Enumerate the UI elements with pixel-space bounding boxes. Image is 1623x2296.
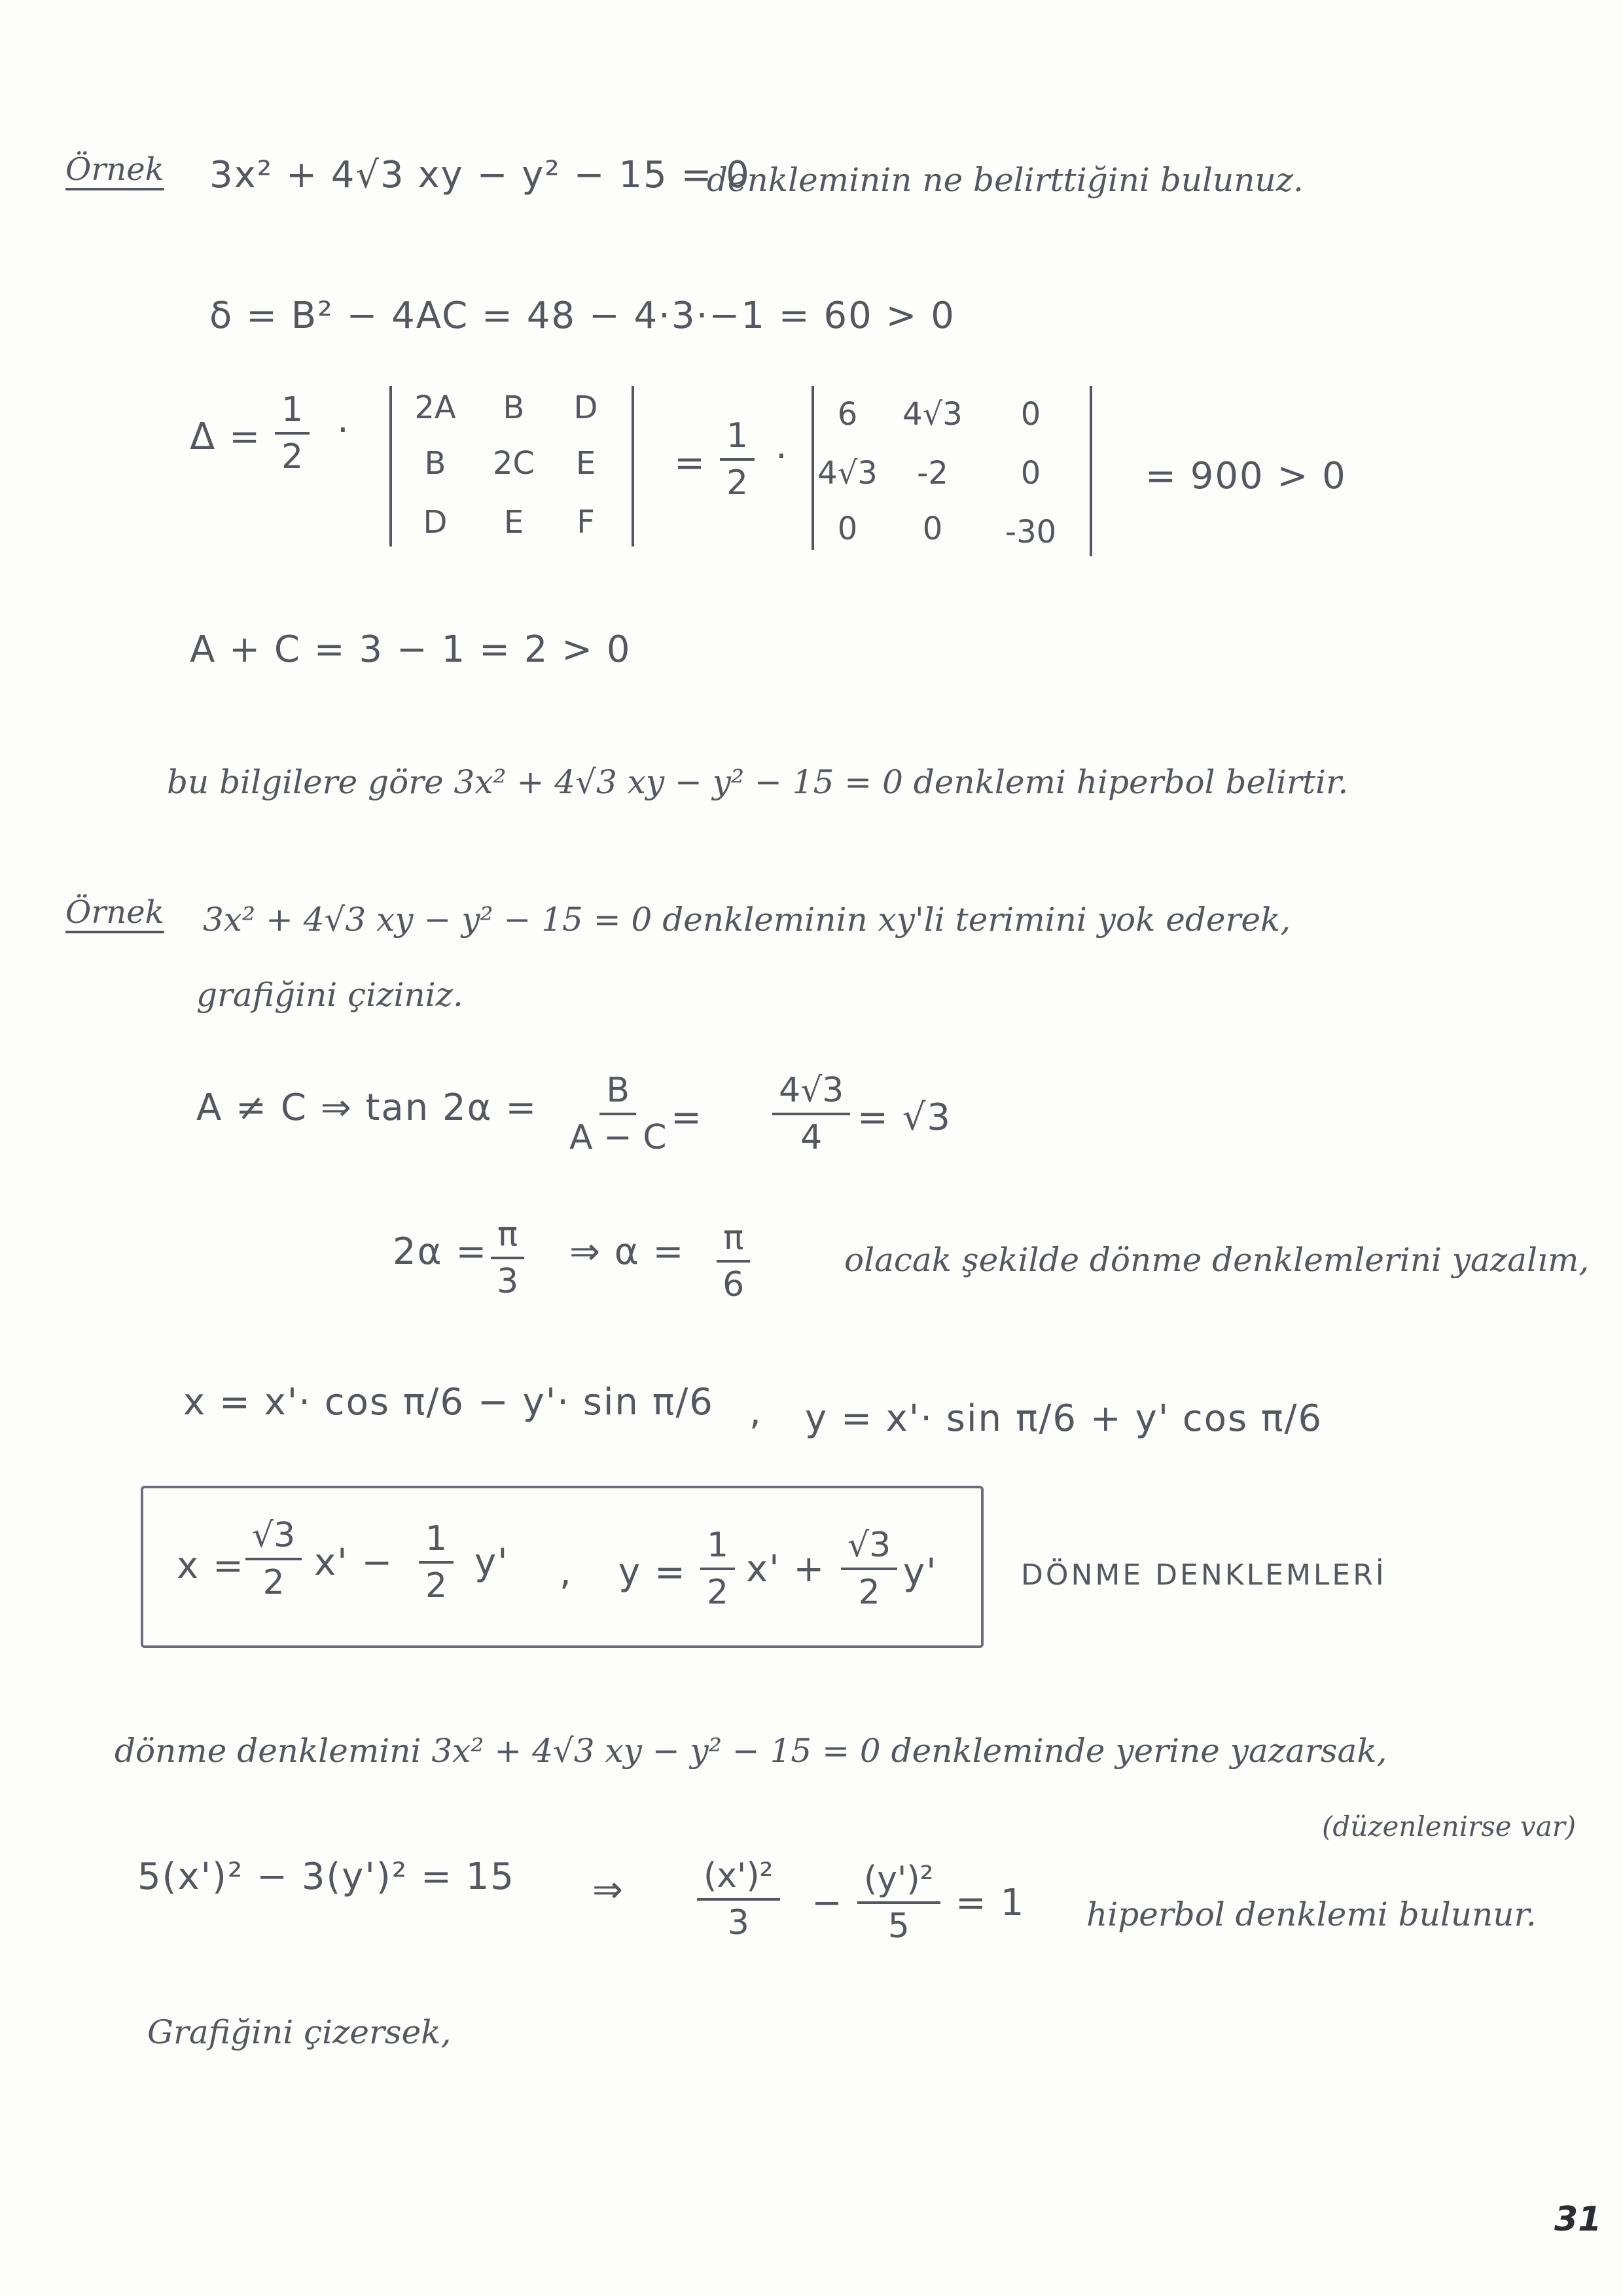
matrix1-left-bar <box>389 386 392 547</box>
matrix1-cell: B <box>424 445 446 482</box>
angle-lhs: 2α = <box>393 1230 488 1273</box>
boxed-x-fraction-1 <box>245 1518 302 1600</box>
example2-line2: grafiğini çiziniz. <box>196 976 463 1014</box>
matrix2-cell: 0 <box>1020 455 1041 492</box>
tan-fraction-2 <box>772 1073 850 1155</box>
page-number: 31 <box>1554 2200 1602 2239</box>
matrix1-cell: B <box>503 389 525 426</box>
equals-sign: = <box>674 442 706 484</box>
result-equals: = 1 <box>955 1882 1026 1924</box>
result-arrow: ⇒ <box>592 1869 624 1911</box>
matrix2-cell: -30 <box>1005 514 1057 550</box>
boxed-y-fraction-2 <box>841 1526 897 1612</box>
boxed-y-lhs: y = <box>618 1551 687 1594</box>
rotation-equations-label: DÖNME DENKLEMLERİ <box>1021 1558 1387 1592</box>
boxed-x-end: y' <box>474 1541 509 1584</box>
boxed-x-mid: x' − <box>314 1541 394 1584</box>
rotation-separator: , <box>749 1391 762 1433</box>
discriminant-line: δ = B² − 4AC = 48 − 4·3·−1 = 60 > 0 <box>209 295 955 337</box>
half-fraction <box>275 390 310 476</box>
angle-mid: ⇒ α = <box>569 1230 685 1273</box>
half-fraction-2 <box>720 416 755 503</box>
substitution-text: dönme denklemini 3x² + 4√3 xy − y² − 15 = 0 denkleminde yerine yazarsak, <box>115 1732 1387 1770</box>
fraction-numerator: 1 <box>700 1528 735 1570</box>
matrix2-cell: 0 <box>922 511 943 547</box>
example1-label: Örnek <box>65 151 164 188</box>
example1-instruction: denkleminin ne belirttiğini bulunuz. <box>707 161 1304 199</box>
boxed-y-end: y' <box>903 1551 938 1594</box>
matrix1-cell: E <box>503 504 524 541</box>
mult-dot: · <box>337 409 350 452</box>
graph-text: Grafiğini çizersek, <box>147 2013 452 2051</box>
matrix2-right-bar <box>1090 386 1092 556</box>
example1-equation: 3x² + 4√3 xy − y² − 15 = 0 <box>209 154 751 196</box>
angle-denominator-2: 6 <box>722 1265 745 1304</box>
tan-numerator-2: 4√3 <box>772 1073 850 1115</box>
rotation-x: x = x'· cos π/6 − y'· sin π/6 <box>183 1381 714 1424</box>
matrix1-cell: E <box>575 445 596 482</box>
matrix2-cell: 4√3 <box>817 455 878 492</box>
half-denominator: 2 <box>281 437 304 476</box>
tan-equals: = <box>671 1096 703 1139</box>
matrix1-cell: 2A <box>414 389 456 426</box>
fraction-denominator: 2 <box>425 1566 448 1605</box>
boxed-x-fraction-2 <box>419 1519 454 1605</box>
example2-label: Örnek <box>65 894 164 931</box>
angle-numerator: π <box>491 1217 524 1259</box>
fraction-denominator: 3 <box>727 1903 749 1943</box>
boxed-y-mid: x' + <box>746 1548 826 1590</box>
boxed-x-lhs: x = <box>177 1545 245 1587</box>
angle-denominator: 3 <box>497 1262 519 1301</box>
result-minus: − <box>812 1882 844 1924</box>
angle-fraction <box>491 1217 524 1299</box>
delta-result: = 900 > 0 <box>1145 455 1347 497</box>
half-denominator: 2 <box>726 463 749 503</box>
tan-lhs: A ≠ C ⇒ tan 2α = <box>196 1086 538 1129</box>
result-lhs: 5(x')² − 3(y')² = 15 <box>137 1856 515 1898</box>
example2-line1: 3x² + 4√3 xy − y² − 15 = 0 denkleminin xy'li terimini yok ederek, <box>203 901 1291 939</box>
fraction-numerator: (x')² <box>697 1859 780 1901</box>
matrix1-right-bar <box>632 386 634 547</box>
fraction-denominator: 2 <box>707 1573 729 1612</box>
angle-text: olacak şekilde dönme denklemlerini yazalım, <box>844 1241 1590 1279</box>
tan-result: = √3 <box>857 1096 952 1139</box>
matrix2-cell: 4√3 <box>902 396 963 433</box>
result-fraction-2 <box>857 1859 940 1946</box>
rotation-y: y = x'· sin π/6 + y' cos π/6 <box>805 1397 1323 1440</box>
mult-dot-2: · <box>776 435 789 478</box>
tan-denominator: A − C <box>569 1118 667 1157</box>
matrix2-cell: -2 <box>917 455 948 492</box>
result-text: hiperbol denklemi bulunur. <box>1086 1895 1537 1933</box>
boxed-y-fraction-1 <box>700 1526 735 1612</box>
matrix1-cell: D <box>573 389 598 426</box>
matrix1-cell: F <box>577 504 595 541</box>
angle-fraction-2 <box>717 1218 750 1304</box>
fraction-numerator: 1 <box>419 1522 454 1564</box>
matrix2-cell: 0 <box>1020 396 1041 433</box>
tan-numerator: B <box>599 1073 636 1115</box>
substitution-note: (düzenlenirse var) <box>1322 1810 1577 1842</box>
fraction-numerator: (y')² <box>857 1862 940 1904</box>
fraction-numerator: √3 <box>245 1518 302 1560</box>
matrix1-cell: D <box>423 504 448 541</box>
fraction-denominator: 2 <box>262 1563 285 1602</box>
matrix2-cell: 0 <box>837 511 858 547</box>
matrix2-cell: 6 <box>837 396 858 433</box>
conclusion-line: bu bilgilere göre 3x² + 4√3 xy − y² − 15 = 0 denklemi hiperbol belirtir. <box>167 763 1349 801</box>
boxed-separator: , <box>560 1551 573 1594</box>
half-numerator: 1 <box>720 419 755 461</box>
fraction-denominator: 5 <box>887 1907 910 1946</box>
fraction-denominator: 2 <box>858 1573 880 1612</box>
half-numerator: 1 <box>275 393 310 435</box>
delta-prefix: Δ = <box>190 416 262 458</box>
result-fraction-1 <box>697 1856 780 1943</box>
trace-line: A + C = 3 − 1 = 2 > 0 <box>190 628 632 671</box>
angle-numerator-2: π <box>717 1221 750 1263</box>
tan-fraction <box>569 1073 667 1155</box>
matrix1-cell: 2C <box>492 445 535 482</box>
tan-denominator-2: 4 <box>800 1118 823 1157</box>
fraction-numerator: √3 <box>841 1528 897 1570</box>
